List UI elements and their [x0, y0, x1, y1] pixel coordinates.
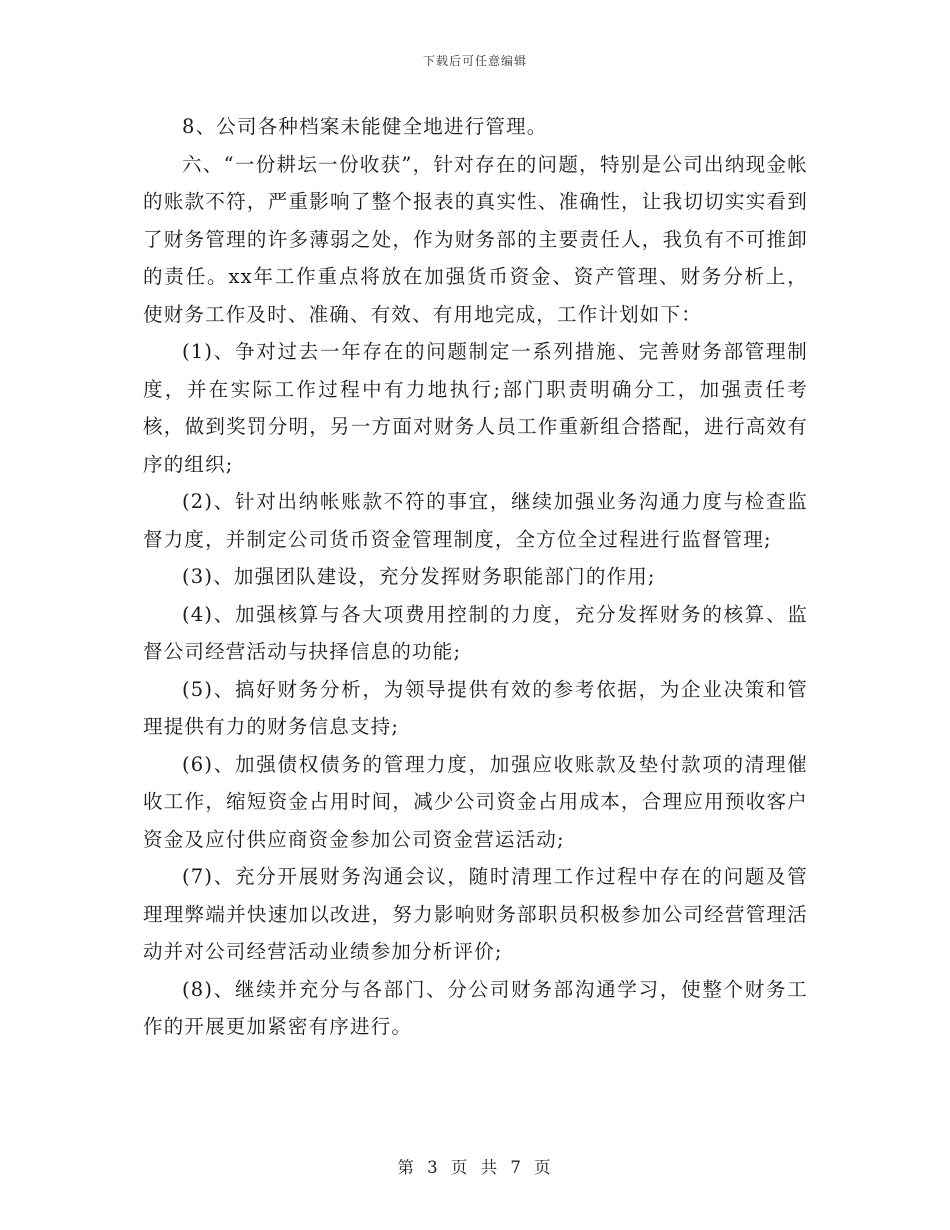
paragraph-plan-7: (7)、充分开展财务沟通会议，随时清理工作过程中存在的问题及管理理弊端并快速加以改进，努力影响财务部职员积极参加公司经营管理活动并对公司经营活动业绩参加分析评价;	[143, 865, 808, 963]
paragraph-plan-4: (4)、加强核算与各大项费用控制的力度，充分发挥财务的核算、监督公司经营活动与抉择信息的功能;	[143, 602, 808, 663]
paragraph-plan-1: (1)、争对过去一年存在的问题制定一系列措施、完善财务部管理制度，并在实际工作过程中有力地执行;部门职责明确分工，加强责任考核，做到奖罚分明，另一方面对财务人员工作重新组合搭配，进行高效有序的组织;	[143, 340, 808, 476]
paragraph-item-8: 8、公司各种档案未能健全地进行管理。	[182, 115, 548, 138]
paragraph-section-6: 六、“一份耕坛一份收获”，针对存在的问题，特别是公司出纳现金帐的账款不符，严重影响了整个报表的真实性、准确性，让我切切实实看到了财务管理的许多薄弱之处，作为财务部的主要责任人，我负有不可推卸的责任。xx年工作重点将放在加强货币资金、资产管理、财务分析上，使财务工作及时、准确、有效、有用地完成，工作计划如下：	[143, 152, 808, 326]
paragraph-plan-2: (2)、针对出纳帐账款不符的事宜，继续加强业务沟通力度与检查监督力度，并制定公司货币资金管理制度，全方位全过程进行监督管理;	[143, 490, 808, 551]
page-header-note: 下载后可任意编辑	[422, 54, 527, 68]
paragraph-plan-8: (8)、继续并充分与各部门、分公司财务部沟通学习，使整个财务工作的开展更加紧密有序进行。	[143, 977, 808, 1038]
paragraph-plan-6: (6)、加强债权债务的管理力度，加强应收账款及垫付款项的清理催收工作，缩短资金占用时间，减少公司资金占用成本，合理应用预收客户资金及应付供应商资金参加公司资金营运活动;	[143, 752, 808, 851]
page-number: 第 3 页 共 7 页	[397, 1158, 553, 1177]
paragraph-plan-5: (5)、搞好财务分析，为领导提供有效的参考依据，为企业决策和管理提供有力的财务信息支持;	[143, 677, 808, 738]
document-body	[143, 108, 808, 1046]
paragraph-plan-3: (3)、加强团队建设，充分发挥财务职能部门的作用;	[182, 565, 656, 588]
